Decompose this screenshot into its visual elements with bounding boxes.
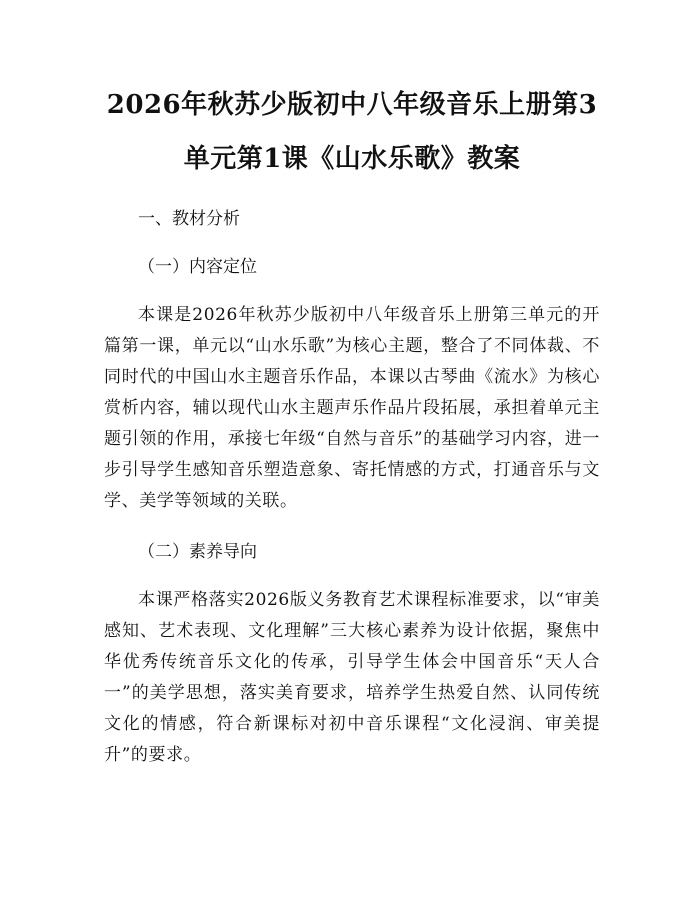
subsection-heading-content-positioning: （一）内容定位 [138,257,257,277]
paragraph-literacy-orientation: 本课严格落实2026版义务教育艺术课程标准要求，以“审美感知、艺术表现、文化理解”三大核心素养为设计依据，聚焦中华优秀传统音乐文化的传承，引导学生体会中国音乐“天人合一”的美学思想，落实美育要求，培养学生热爱自然、认同传统文化的情感，符合新课标对初中音乐课程“文化浸润、审美提升”的要求。 [104,590,600,765]
paragraph-content-positioning: 本课是2026年秋苏少版初中八年级音乐上册第三单元的开篇第一课，单元以“山水乐歌”为核心主题，整合了不同体裁、不同时代的中国山水主题音乐作品，本课以古琴曲《流水》为核心赏析内容，辅以现代山水主题声乐作品片段拓展，承担着单元主题引领的作用，承接七年级“自然与音乐”的基础学习内容，进一步引导学生感知音乐塑造意象、寄托情感的方式，打通音乐与文学、美学等领域的关联。 [104,305,600,511]
section-heading-textbook-analysis: 一、教材分析 [138,209,240,229]
subsection-heading-literacy-orientation: （二）素养导向 [138,542,257,562]
document-title: 2026年秋苏少版初中八年级音乐上册第3单元第1课《山水乐歌》教案 [106,90,598,174]
